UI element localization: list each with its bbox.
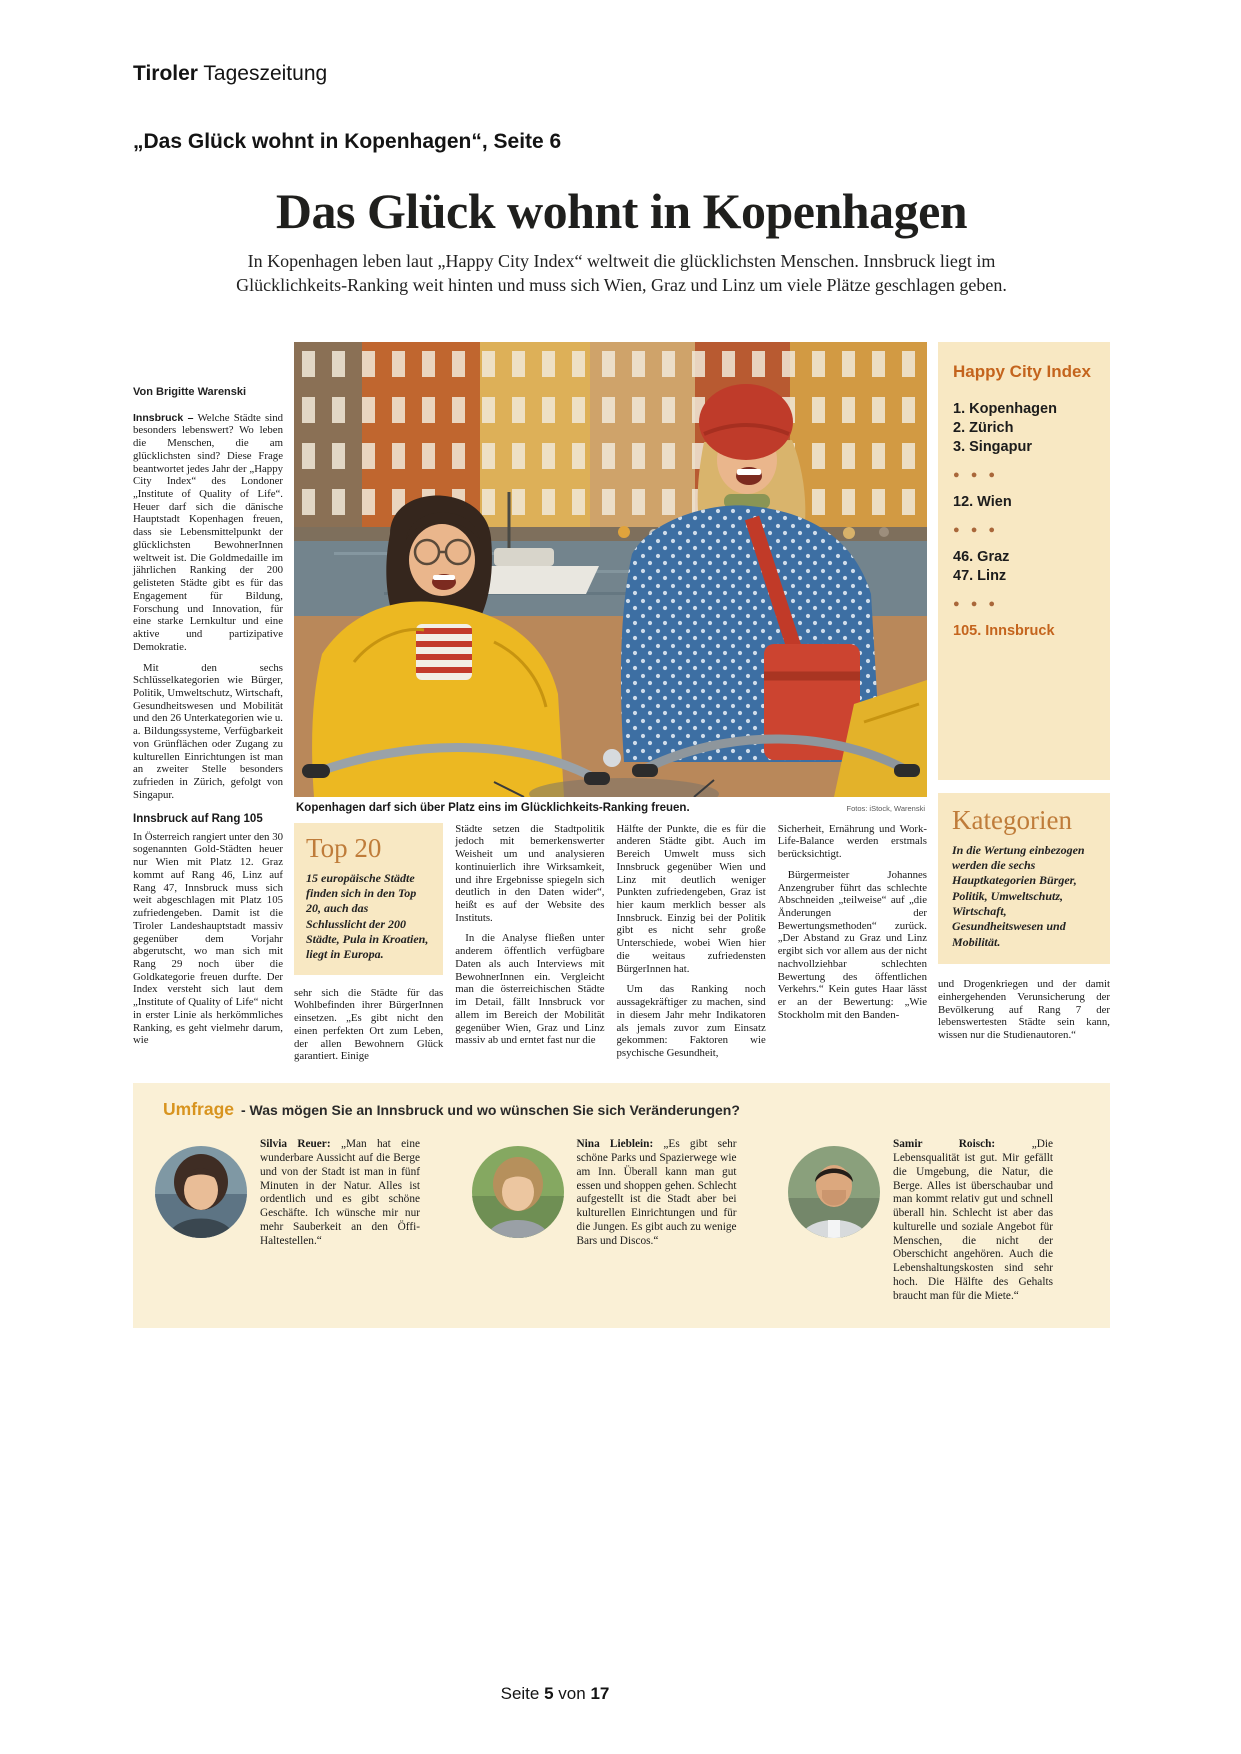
location-lead: Innsbruck – — [133, 411, 194, 424]
umfrage-entry-nina — [472, 1138, 772, 1303]
kategorien-text: In die Wertung einbezogen werden die sechs Hauptkategorien Bürger, Politik, Umweltschutz, Wirtschaft, Gesundheitswesen und Mobilität. — [952, 842, 1085, 949]
footer-page-number: 5 — [544, 1684, 554, 1703]
lower-text-block — [294, 823, 927, 1072]
person-quote: „Man hat eine wunderbare Aussicht auf die Berge und von der Stadt ist man in fünf Minuten in der Natur. Alles ist ordentlich und es gibt schöne Geschäfte. Ich wünsche mir nur mehr Sauberkeit an den Öffi-Haltestellen.“ — [260, 1138, 420, 1247]
hci-rank-1: 1. Kopenhagen — [953, 400, 1057, 417]
avatar-silvia-reuer — [155, 1146, 247, 1238]
umfrage-question: - Was mögen Sie an Innsbruck und wo wünschen Sie sich Veränderungen? — [241, 1102, 740, 1119]
paragraph: sehr sich die Städte für das Wohlbefinden ihrer BürgerInnen einsetzen. „Es gibt nicht den einen perfekten Ort zum Leben, der allen Bewohnern Glück garantiert. Einige — [294, 986, 444, 1063]
person-quote: „Die Lebensqualität ist gut. Mir gefällt die Umgebung, die Natur, die Berge. Alles ist überschaubar und man kommt relativ gut und schnell überall hin. Schlecht ist aber das kulturelle und soziale Angebot für Menschen, die nicht der Oberschicht angehören. Auch die Lebenshaltungskosten sind sehr hoch. Die Hälfte des Gehalts braucht man für die Miete.“ — [893, 1138, 1054, 1302]
person-name: Samir Roisch: — [893, 1138, 996, 1151]
top20-infobox — [294, 823, 443, 975]
paragraph: Um das Ranking noch aussagekräftiger zu machen, sind in diesem Jahr mehr Indikatoren als jemals zuvor zum Einsatz gekommen: Faktoren wie psychische Gesundheit, — [616, 983, 766, 1060]
dots-separator: ● ● ● — [953, 524, 1000, 537]
happy-city-index-title: Happy City Index — [953, 361, 1091, 381]
paragraph-text: Welche Städte sind besonders lebenswert? Wo leben die Menschen, die am glücklichsten sind? Diese Frage beantwortet jedes Jahr der „Happy City Index“ des Londoner „Institute of Quality of Life“. Heuer darf sich die dänische Hauptstadt Kopenhagen freuen, dass sie Lebensmittelpunkt der glücklichsten BewohnerInnen weltweit ist. Die Goldmedaille im jährlichen Ranking der 200 gelisteten Städte gibt es für das Engagement für Bildung, Forschung und Innovation, für eine starke Lernkultur und eine aktive und partizipative Demokratie. — [133, 411, 283, 653]
paragraph: In die Analyse fließen unter anderem öffentlich verfügbare Daten als auch Interviews mit BewohnerInnen ein. Vergleicht man die österreichischen Städte im Detail, fällt Innsbruck vor allem im Bereich der Mobilität gegenüber Wien, Graz und Linz massiv ab und erntet fast nur die — [455, 932, 605, 1047]
umfrage-header — [163, 1099, 1088, 1120]
hci-rank-12: 12. Wien — [953, 493, 1012, 510]
hci-rank-46: 46. Graz — [953, 549, 1010, 566]
main-column — [294, 342, 927, 1072]
newspaper-clip — [133, 183, 1110, 1328]
paragraph: Mit den sechs Schlüsselkategorien wie Bürger, Politik, Umweltschutz, Wirtschaft, Gesundheitswesen und Mobilität und den 26 Unterkategorien wie u. a. Bildungssysteme, Verfügbarkeit von Grünflächen oder Zugang zu kulturellen Einrichtungen ist man an zweiter Stelle besonders zufrieden in Zürich, gefolgt von Singapur. — [133, 661, 283, 801]
paragraph — [133, 412, 283, 654]
umfrage-quote — [893, 1138, 1053, 1303]
masthead-brand: Tiroler — [133, 62, 198, 85]
paragraph: Städte setzen die Stadtpolitik jedoch mit bemerkenswerter Weisheit um und analysieren kontinuierlich ihre Wirksamkeit, und ihre Ergebnisse spiegeln sich deutlich in den Daten wider“, heißt es auf der Website des Instituts. — [455, 822, 605, 924]
person-name: Nina Lieblein: — [576, 1138, 654, 1151]
happy-city-index-box — [938, 342, 1110, 780]
lower-column-1 — [294, 823, 443, 1072]
umfrage-entry-samir — [788, 1138, 1088, 1303]
top20-text: 15 europäische Städte finden sich in den Top 20, auch das Schlusslicht der 200 Städte, Pula in Kroatien, liegt in Europa. — [306, 870, 429, 962]
masthead-rest: Tageszeitung — [197, 62, 328, 85]
lower-column-4 — [778, 823, 927, 1072]
avatar-illustration — [788, 1146, 880, 1238]
dots-separator: ● ● ● — [953, 468, 1000, 481]
hci-rank-2: 2. Zürich — [953, 419, 1014, 436]
footer-total-pages: 17 — [590, 1684, 610, 1703]
lower-column-2 — [455, 823, 604, 1072]
paragraph: Hälfte der Punkte, die es für die anderen Städte gibt. Auch im Bereich Umwelt muss sich Innsbruck gegenüber Wien und Linz mit deutlich weniger Punkten zufriedengeben, Graz ist hier kaum merklich besser als Innsbruck. Einzig bei der Politik gibt es nicht sehr große Unterschiede, wobei Wien hier die weitaus zufriedensten BürgerInnen hat. — [616, 822, 766, 975]
umfrage-entries — [155, 1138, 1088, 1303]
avatar-illustration — [472, 1146, 564, 1238]
article-deck: In Kopenhagen leben laut „Happy City Index“ weltweit die glücklichsten Menschen. Innsbruck liegt im Glücklichkeits-Ranking weit hinten und muss sich Wien, Graz und Linz um viele Plätze geschlagen geben. — [236, 251, 1007, 296]
umfrage-quote — [260, 1138, 420, 1303]
footer-label-von: von — [558, 1684, 586, 1703]
avatar-nina-lieblein — [472, 1146, 564, 1238]
article-body-grid — [133, 342, 1110, 1072]
page-footer — [0, 1684, 1110, 1704]
person-quote: „Es gibt sehr schöne Parks und Spazierwege wie am Inn. Überall kann man gut essen und shoppen gehen. Schlecht aufgestellt ist die Stadt aber bei kulturellen Einrichtungen und für die Jungen. Es gibt auch zu wenige Bars und Discos.“ — [576, 1138, 737, 1247]
article-reference-title: „Das Glück wohnt in Kopenhagen“, Seite 6 — [133, 130, 562, 153]
paragraph: Sicherheit, Ernährung und Work-Life-Balance werden erstmals berücksichtigt. — [777, 822, 927, 861]
photo-caption-row — [296, 802, 925, 814]
avatar-illustration — [155, 1146, 247, 1238]
photo-illustration — [294, 342, 927, 797]
byline: Von Brigitte Warenski — [133, 385, 247, 398]
lower-column-3 — [617, 823, 766, 1072]
photo-credit: Fotos: iStock, Warenski — [846, 803, 925, 813]
person-name: Silvia Reuer: — [260, 1138, 331, 1151]
avatar-samir-roisch — [788, 1146, 880, 1238]
paragraph: In Österreich rangiert unter den 30 sogenannten Gold-Städten heuer nur Wien mit Platz 12. Graz kommt auf Rang 46, Linz auf Rang 47, Innsbruck muss sich weit abgeschlagen mit Platz 105 zufriedengeben. Damit ist die Tiroler Landeshauptstadt massiv gegenüber dem Vorjahr abgerutscht, wo man sich mit Rang 29 noch über die Goldkategorie freuen durfte. Der Index versteht sich laut dem „Institute of Quality of Life“ nicht in erster Linie als herkömmliches Ranking, es geht vielmehr darum, wie — [133, 830, 283, 1047]
article-photo-copenhagen — [294, 342, 927, 797]
newspaper-masthead — [133, 62, 327, 86]
kategorien-title: Kategorien — [952, 804, 1072, 835]
paragraph: und Drogenkriegen und der damit einhergehenden Verunsicherung der Bevölkerung auf Rang 7 der lebenswertesten Städte sein kann, wissen nur die Studienautoren.“ — [938, 978, 1110, 1042]
footer-label-seite: Seite — [500, 1684, 540, 1703]
kategorien-infobox — [938, 793, 1110, 965]
umfrage-quote — [577, 1138, 737, 1303]
umfrage-box — [133, 1083, 1110, 1327]
right-rail — [938, 342, 1110, 1050]
article-headline: Das Glück wohnt in Kopenhagen — [275, 183, 968, 239]
dots-separator: ● ● ● — [953, 598, 1000, 611]
top20-title: Top 20 — [306, 832, 382, 863]
left-text-column — [133, 342, 283, 1056]
hci-rank-47: 47. Linz — [953, 568, 1007, 585]
paragraph: Bürgermeister Johannes Anzengruber führt das schlechte Abschneiden „teilweise“ auf „die Änderungen der Bewertungsmethoden“ zurück. „Der Abstand zu Graz und Linz ergibt sich vor allem aus der nicht nachvollziehbar schlechten Bewertung des öffentlichen Verkehrs.“ Kein gutes Haar lässt er an der Bewertung: „Wie Stockholm mit den Banden- — [777, 868, 927, 1021]
hci-rank-3: 3. Singapur — [953, 438, 1032, 455]
umfrage-title: Umfrage — [163, 1099, 234, 1120]
section-subhead: Innsbruck auf Rang 105 — [133, 812, 263, 825]
photo-caption: Kopenhagen darf sich über Platz eins im Glücklichkeits-Ranking freuen. — [296, 801, 690, 814]
hci-rank-105-innsbruck: 105. Innsbruck — [953, 623, 1055, 640]
umfrage-entry-silvia — [155, 1138, 455, 1303]
